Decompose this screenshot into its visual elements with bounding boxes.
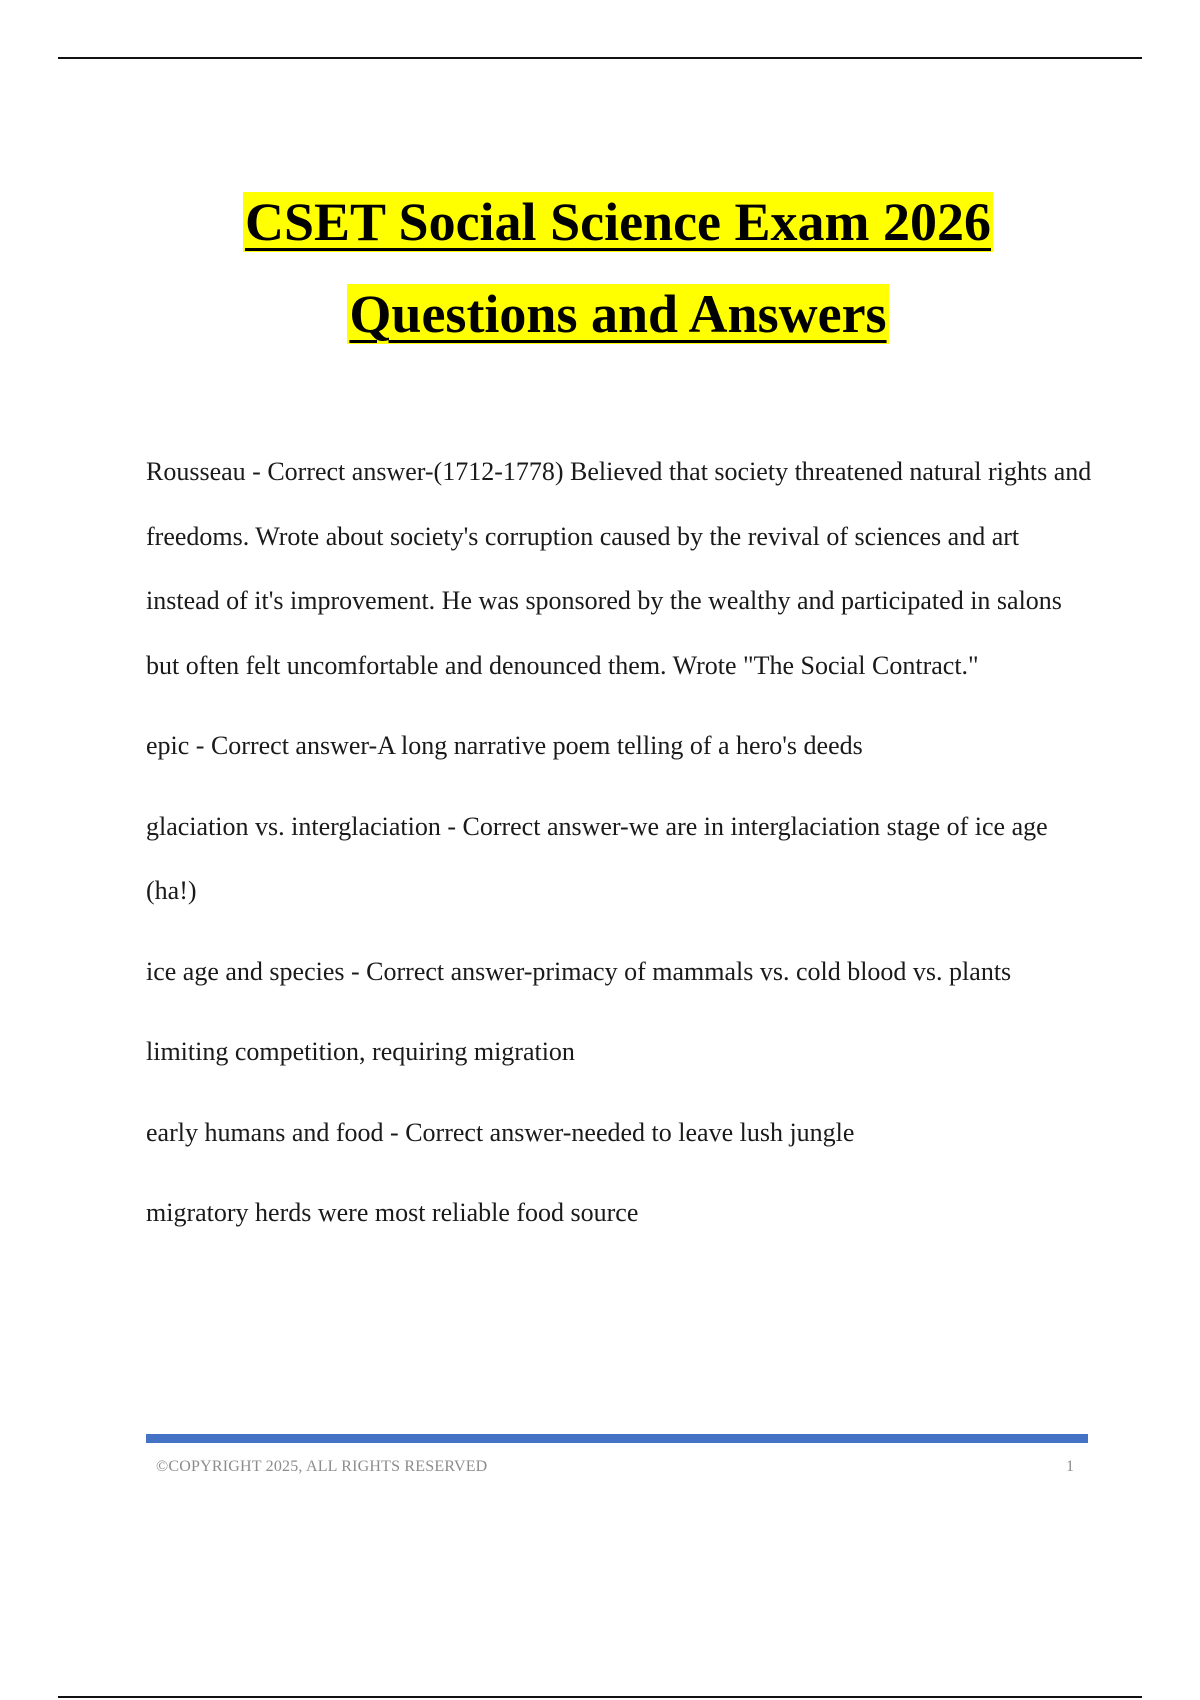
qa-list: [146, 440, 1092, 1262]
title-line-2-wrapper: [0, 268, 1200, 360]
qa-entry-continuation: limiting competition, requiring migration: [146, 1037, 575, 1066]
qa-entry-early-humans: early humans and food - Correct answer-needed to leave lush jungle: [146, 1117, 855, 1147]
qa-entry-rousseau: Rousseau - Correct answer-(1712-1778) Believed that society threatened natural rights and freedoms. Wrote about society's corruption caused by the revival of sciences and art instead of it's improvement. He was sponsored by the wealthy and participated in salons but often felt uncomfortable and denounced them. Wrote "The Social Contract.": [146, 457, 1092, 680]
title-line-2: Questions and Answers: [349, 284, 887, 344]
header-rule: [58, 57, 1142, 59]
qa-entry-ice-age-species: ice age and species - Correct answer-primacy of mammals vs. cold blood vs. plants: [146, 956, 1012, 986]
footer-copyright: ©COPYRIGHT 2025, ALL RIGHTS RESERVED: [156, 1458, 488, 1475]
footer-bar: [146, 1434, 1088, 1443]
document-title: [0, 176, 1200, 360]
title-line-1: CSET Social Science Exam 2026: [244, 192, 992, 252]
footer-rule: [58, 1696, 1142, 1698]
qa-entry-migratory-herds: migratory herds were most reliable food source: [146, 1198, 639, 1227]
page-number: 1: [1066, 1458, 1074, 1475]
title-line-1-wrapper: [0, 176, 1200, 268]
qa-entry-epic: epic - Correct answer-A long narrative poem telling of a hero's deeds: [146, 731, 863, 760]
qa-entry-glaciation: glaciation vs. interglaciation - Correct answer-we are in interglaciation stage of ice age (ha!): [146, 811, 1048, 905]
